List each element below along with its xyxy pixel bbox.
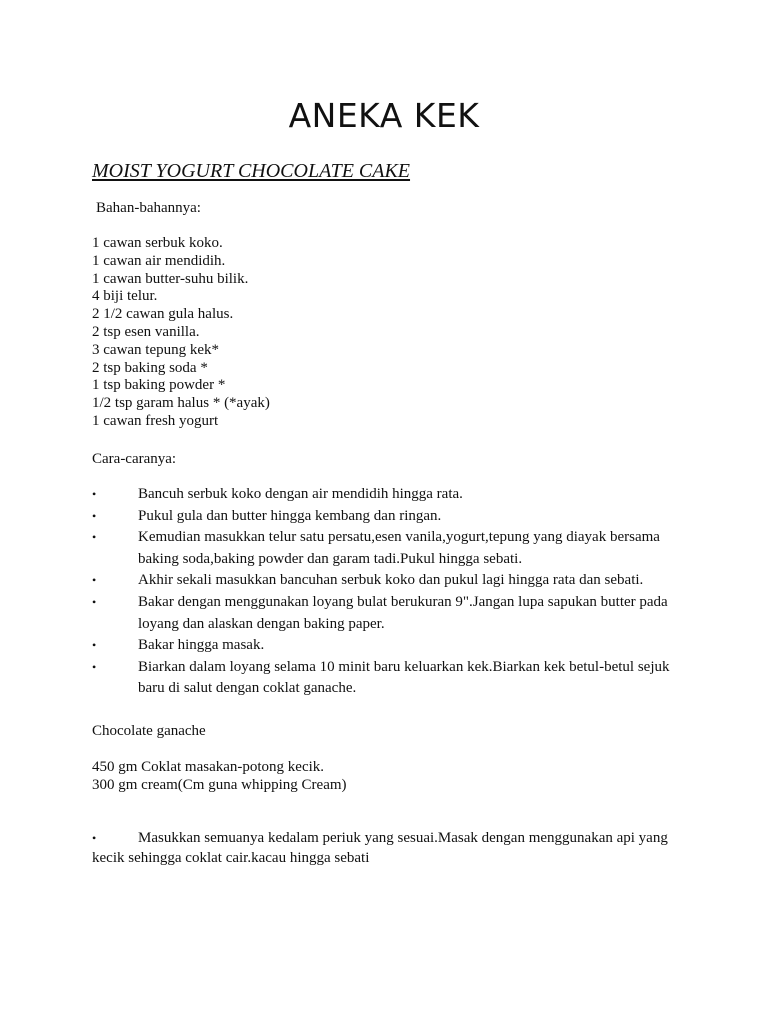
method-step-text: Pukul gula dan butter hingga kembang dan ringan. xyxy=(138,507,442,524)
bullet-icon: • xyxy=(92,594,97,609)
ingredient-item: 1 cawan air mendidih. xyxy=(92,252,226,269)
ingredient-item: 1 tsp baking powder * xyxy=(92,377,226,394)
document-title: ANEKA KEK xyxy=(288,96,480,135)
method-step xyxy=(92,592,692,635)
ingredient-item: 3 cawan tepung kek* xyxy=(92,341,220,358)
ingredient-item: 1 cawan butter-suhu bilik. xyxy=(92,270,249,287)
method-step xyxy=(92,635,692,657)
ganache-step-text: Masukkan semuanya kedalam periuk yang sesuai.Masak dengan menggunakan api yang kecik sehingga coklat cair.kacau hingga sebati xyxy=(92,830,668,866)
bullet-icon: • xyxy=(92,487,97,501)
ingredient-item: 2 tsp baking soda * xyxy=(92,359,208,376)
method-steps-list xyxy=(92,484,692,700)
method-step-text: Bancuh serbuk koko dengan air mendidih hingga rata. xyxy=(138,486,463,502)
bullet-icon: • xyxy=(92,530,97,545)
method-step-text: Bakar hingga masak. xyxy=(138,637,265,654)
method-step xyxy=(92,657,692,700)
method-step xyxy=(92,506,692,528)
ganache-ingredient-item: 300 gm cream(Cm guna whipping Cream) xyxy=(92,776,347,793)
ganache-ingredients-list xyxy=(92,759,347,795)
ganache-ingredient-item: 450 gm Coklat masakan-potong kecik. xyxy=(92,759,325,775)
ingredient-item: 1 cawan fresh yogurt xyxy=(92,412,219,429)
ganache-step xyxy=(92,829,672,868)
bullet-icon: • xyxy=(92,659,97,674)
ganache-heading: Chocolate ganache xyxy=(92,723,206,739)
bullet-icon: • xyxy=(92,831,97,845)
bullet-icon: • xyxy=(92,638,97,653)
method-step xyxy=(92,527,692,570)
method-step xyxy=(92,570,692,592)
bullet-icon: • xyxy=(92,508,97,523)
method-step xyxy=(92,484,692,506)
ingredient-item: 4 biji telur. xyxy=(92,288,158,305)
method-step-text: Biarkan dalam loyang selama 10 minit baru keluarkan kek.Biarkan kek betul-betul sejuk baru di salut dengan coklat ganache. xyxy=(138,658,670,697)
method-step-text: Akhir sekali masukkan bancuhan serbuk koko dan pukul lagi hingga rata dan sebati. xyxy=(138,572,644,589)
bullet-icon: • xyxy=(92,573,97,588)
method-step-text: Bakar dengan menggunakan loyang bulat berukuran 9".Jangan lupa sapukan butter pada loyang dan alaskan dengan baking paper. xyxy=(138,593,668,632)
method-step-text: Kemudian masukkan telur satu persatu,esen vanila,yogurt,tepung yang diayak bersama baking soda,baking powder dan garam tadi.Pukul hingga sebati. xyxy=(138,529,660,567)
recipe-title: MOIST YOGURT CHOCOLATE CAKE xyxy=(92,160,411,182)
ingredients-list xyxy=(92,235,270,431)
ingredients-heading: Bahan-bahannya: xyxy=(96,200,201,216)
ingredient-item: 2 1/2 cawan gula halus. xyxy=(92,306,234,323)
ingredient-item: 1/2 tsp garam halus * (*ayak) xyxy=(92,395,270,412)
ingredient-item: 2 tsp esen vanilla. xyxy=(92,323,200,340)
method-heading: Cara-caranya: xyxy=(92,451,177,467)
ingredient-item: 1 cawan serbuk koko. xyxy=(92,235,223,251)
